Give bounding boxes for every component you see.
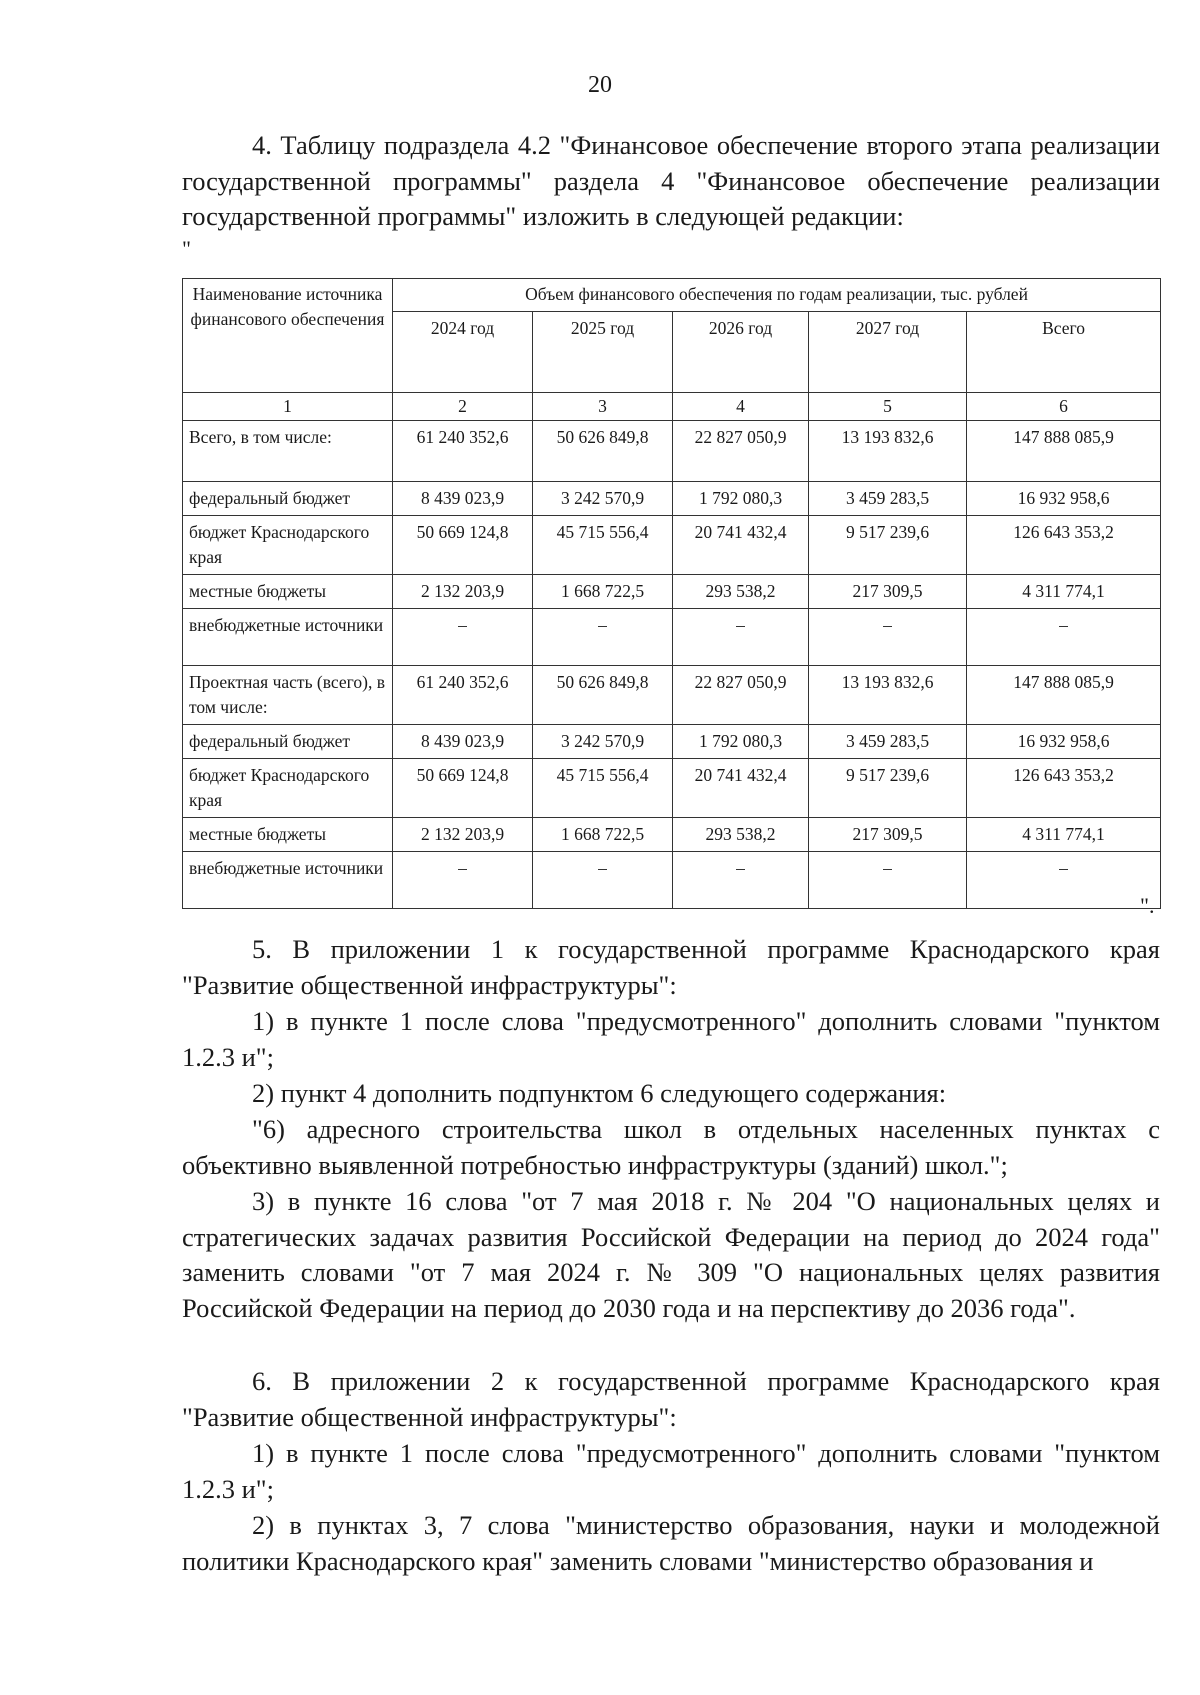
table-row — [183, 852, 1161, 909]
row-name: федеральный бюджет — [183, 482, 393, 516]
row-value: – — [533, 852, 673, 909]
row-value: 147 888 085,9 — [967, 666, 1161, 725]
row-value: – — [809, 852, 967, 909]
row-name: местные бюджеты — [183, 818, 393, 852]
row-value: 50 669 124,8 — [393, 759, 533, 818]
row-value: – — [673, 852, 809, 909]
header-source-name: Наименование источника финансового обеспечения — [183, 279, 393, 393]
row-value: – — [393, 609, 533, 666]
header-financing-volume: Объем финансового обеспечения по годам реализации, тыс. рублей — [393, 279, 1161, 312]
row-value: 9 517 239,6 — [809, 759, 967, 818]
row-value: 16 932 958,6 — [967, 482, 1161, 516]
row-value: – — [393, 852, 533, 909]
row-value: 4 311 774,1 — [967, 575, 1161, 609]
row-value: 8 439 023,9 — [393, 725, 533, 759]
paragraph-6-item-1: 1) в пункте 1 после слова "предусмотренного" дополнить словами "пунктом 1.2.3 и"; — [182, 1438, 1160, 1504]
row-name: бюджет Краснодарского края — [183, 759, 393, 818]
row-value: 50 626 849,8 — [533, 421, 673, 482]
row-value: 50 669 124,8 — [393, 516, 533, 575]
table-row — [183, 725, 1161, 759]
row-name: Всего, в том числе: — [183, 421, 393, 482]
header-year: 2024 год — [393, 312, 533, 393]
close-quote: ". — [1140, 893, 1155, 918]
row-value: 1 668 722,5 — [533, 575, 673, 609]
row-value: – — [967, 852, 1161, 909]
row-value: – — [673, 609, 809, 666]
row-value: 147 888 085,9 — [967, 421, 1161, 482]
table-row — [183, 666, 1161, 725]
row-value: 293 538,2 — [673, 575, 809, 609]
row-value: 3 459 283,5 — [809, 725, 967, 759]
header-year: 2026 год — [673, 312, 809, 393]
row-value: 3 459 283,5 — [809, 482, 967, 516]
row-name: местные бюджеты — [183, 575, 393, 609]
row-value: – — [967, 609, 1161, 666]
row-value: 1 792 080,3 — [673, 725, 809, 759]
header-total: Всего — [967, 312, 1161, 393]
row-value: 293 538,2 — [673, 818, 809, 852]
intro-paragraph: 4. Таблицу подраздела 4.2 "Финансовое обеспечение второго этапа реализации государственной программы" раздела 4 "Финансовое обеспечение реализации государственной программы" изложить в следующей редакции: — [182, 130, 1160, 231]
row-value: 217 309,5 — [809, 575, 967, 609]
row-value: 9 517 239,6 — [809, 516, 967, 575]
row-value: 2 132 203,9 — [393, 575, 533, 609]
row-value: 2 132 203,9 — [393, 818, 533, 852]
row-name: Проектная часть (всего), в том числе: — [183, 666, 393, 725]
row-value: 22 827 050,9 — [673, 666, 809, 725]
row-value: – — [809, 609, 967, 666]
header-year: 2027 год — [809, 312, 967, 393]
row-value: 13 193 832,6 — [809, 421, 967, 482]
table-row — [183, 818, 1161, 852]
row-value: 22 827 050,9 — [673, 421, 809, 482]
table-row — [183, 609, 1161, 666]
row-value: 13 193 832,6 — [809, 666, 967, 725]
row-value: 20 741 432,4 — [673, 759, 809, 818]
paragraph-5-item-1: 1) в пункте 1 после слова "предусмотренного" дополнить словами "пунктом 1.2.3 и"; — [182, 1006, 1160, 1072]
row-value: 126 643 353,2 — [967, 759, 1161, 818]
table-row — [183, 575, 1161, 609]
row-name: внебюджетные источники — [183, 852, 393, 909]
row-value: 4 311 774,1 — [967, 818, 1161, 852]
row-value: 1 668 722,5 — [533, 818, 673, 852]
row-value: 16 932 958,6 — [967, 725, 1161, 759]
row-value: 3 242 570,9 — [533, 725, 673, 759]
paragraph-5-item-2-text: "6) адресного строительства школ в отдельных населенных пунктах с объективно выявленной потребностью инфраструктуры (зданий) школ."; — [182, 1114, 1160, 1180]
header-year: 2025 год — [533, 312, 673, 393]
row-value: 45 715 556,4 — [533, 759, 673, 818]
row-value: 217 309,5 — [809, 818, 967, 852]
row-value: 20 741 432,4 — [673, 516, 809, 575]
row-value: – — [533, 609, 673, 666]
column-number: 1 — [183, 393, 393, 421]
table-row — [183, 482, 1161, 516]
table-row — [183, 421, 1161, 482]
column-number: 6 — [967, 393, 1161, 421]
paragraph-6-item-2: 2) в пунктах 3, 7 слова "министерство образования, науки и молодежной политики Краснодарского края" заменить словами "министерство образования и — [182, 1510, 1160, 1576]
row-value: 61 240 352,6 — [393, 421, 533, 482]
row-name: бюджет Краснодарского края — [183, 516, 393, 575]
row-value: 1 792 080,3 — [673, 482, 809, 516]
row-name: федеральный бюджет — [183, 725, 393, 759]
row-value: 3 242 570,9 — [533, 482, 673, 516]
column-number: 3 — [533, 393, 673, 421]
open-quote: " — [182, 236, 191, 261]
row-value: 126 643 353,2 — [967, 516, 1161, 575]
row-value: 45 715 556,4 — [533, 516, 673, 575]
financing-table — [182, 278, 1161, 909]
column-number: 2 — [393, 393, 533, 421]
column-number: 4 — [673, 393, 809, 421]
paragraph-6: 6. В приложении 2 к государственной программе Краснодарского края "Развитие общественной инфраструктуры": — [182, 1366, 1160, 1432]
column-number: 5 — [809, 393, 967, 421]
row-value: 8 439 023,9 — [393, 482, 533, 516]
paragraph-5-item-2: 2) пункт 4 дополнить подпунктом 6 следующего содержания: — [252, 1078, 947, 1108]
row-value: 50 626 849,8 — [533, 666, 673, 725]
paragraph-5-item-3: 3) в пункте 16 слова "от 7 мая 2018 г. № 204 "О национальных целях и стратегических задачах развития Российской Федерации на период до 2024 года" заменить словами "от 7 мая 2024 г. № 309 "О национальных целях развития Российской Федерации на период до 2030 года и на перспективу до 2036 года". — [182, 1186, 1160, 1323]
table-row — [183, 516, 1161, 575]
table-row — [183, 759, 1161, 818]
row-name: внебюджетные источники — [183, 609, 393, 666]
paragraph-5: 5. В приложении 1 к государственной программе Краснодарского края "Развитие общественной инфраструктуры": — [182, 934, 1160, 1000]
row-value: 61 240 352,6 — [393, 666, 533, 725]
page-number: 20 — [588, 72, 612, 98]
